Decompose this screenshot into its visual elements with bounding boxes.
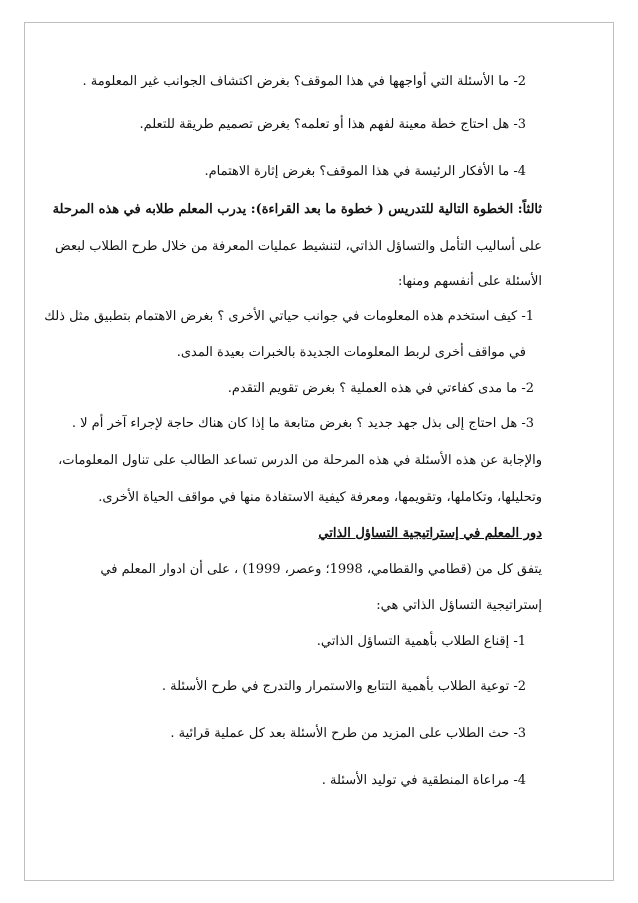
post-question-1-cont: في مواقف أخرى لربط المعلومات الجديدة بالخبرات بعيدة المدى. (176, 345, 526, 360)
paragraph-line: وتحليلها، وتكاملها، وتقويمها، ومعرفة كيفية الاستفادة منها في مواقف الحياة الأخرى. (98, 490, 542, 505)
question-3: 3- هل احتاج خطة معينة لفهم هذا أو تعلمه؟ بغرض تصميم طريقة للتعلم. (139, 117, 526, 132)
paragraph-line: والإجابة عن هذه الأسئلة في هذه المرحلة من الدرس تساعد الطالب على تناول المعلومات، (58, 453, 542, 468)
question-2: 2- ما الأسئلة التي أواجهها في هذا الموقف؟ بغرض اكتشاف الجوانب غير المعلومة . (82, 74, 526, 89)
document-body (44, 74, 542, 788)
post-question-1: 1- كيف استخدم هذه المعلومات في جوانب حياتي الأخرى ؟ بغرض الاهتمام بتطبيق مثل ذلك (44, 309, 534, 324)
paragraph-line: على أساليب التأمل والتساؤل الذاتي، لتنشيط عمليات المعرفة من خلال طرح الطلاب لبعض (55, 239, 542, 254)
teacher-role-heading: دور المعلم في إستراتيجية التساؤل الذاتي (318, 526, 542, 541)
question-4: 4- ما الأفكار الرئيسة في هذا الموقف؟ بغرض إثارة الاهتمام. (204, 164, 526, 179)
paragraph-line: يتفق كل من (قطامي والقطامي، 1998؛ وعصر، 1999) ، على أن ادوار المعلم في (100, 562, 542, 577)
teacher-role-1: 1- إقناع الطلاب بأهمية التساؤل الذاتي. (316, 634, 526, 649)
post-question-3: 3- هل احتاج إلى بذل جهد جديد ؟ بغرض متابعة ما إذا كان هناك حاجة لإجراء آخر أم لا . (71, 416, 534, 431)
teacher-role-4: 4- مراعاة المنطقية في توليد الأسئلة . (321, 773, 526, 788)
post-question-2: 2- ما مدى كفاءتي في هذه العملية ؟ بغرض تقويم التقدم. (227, 381, 534, 396)
teacher-role-2: 2- توعية الطلاب بأهمية التتابع والاستمرار والتدرج في طرح الأسئلة . (161, 679, 526, 694)
paragraph-line: إستراتيجية التساؤل الذاتي هي: (376, 598, 542, 613)
paragraph-line: الأسئلة على أنفسهم ومنها: (398, 274, 542, 289)
teacher-role-3: 3- حث الطلاب على المزيد من طرح الأسئلة بعد كل عملية قرائية . (170, 726, 526, 741)
section-third-heading: ثالثاً: الخطوة التالية للتدريس ( خطوة ما بعد القراءة): يدرب المعلم طلابه في هذه المرحلة (52, 202, 542, 217)
